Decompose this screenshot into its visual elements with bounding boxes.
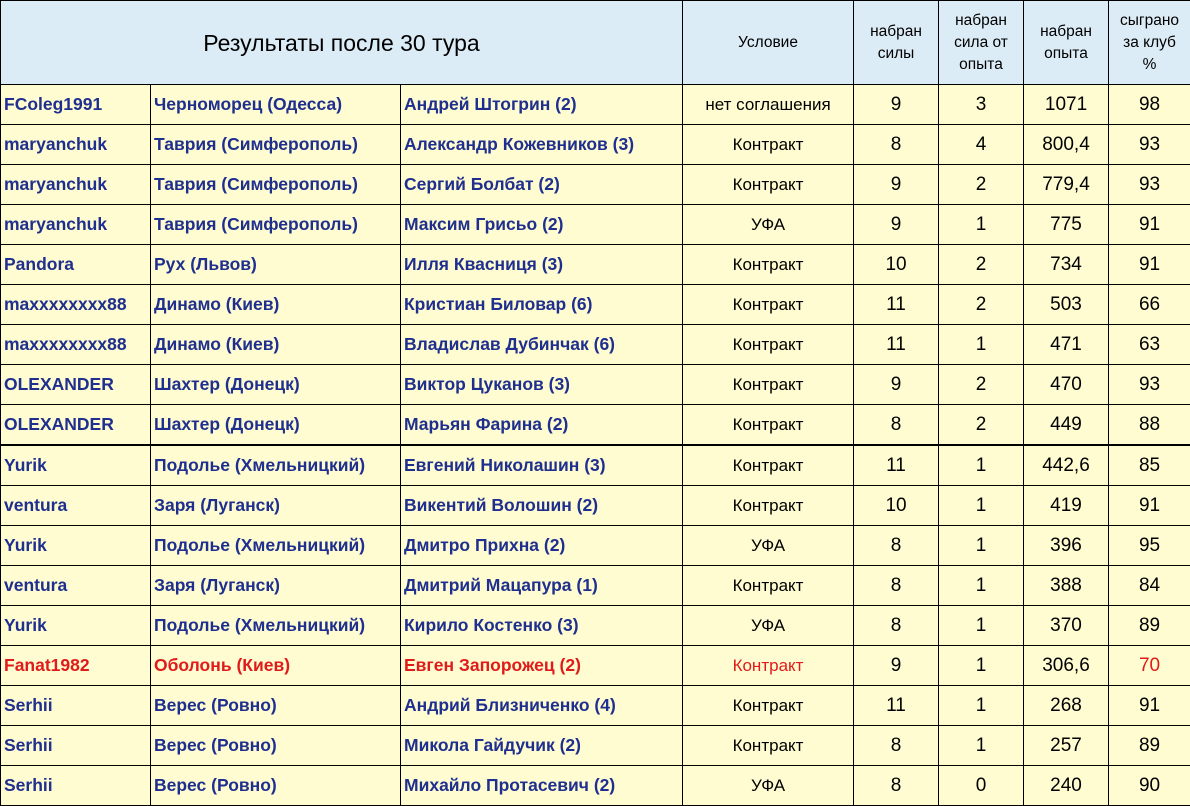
- manager-cell: Serhii: [1, 686, 151, 726]
- club-cell: Заря (Луганск): [151, 486, 401, 526]
- table-title: Результаты после 30 тура: [1, 1, 683, 85]
- played-pct-cell: 84: [1109, 566, 1190, 606]
- played-pct-cell: 63: [1109, 325, 1190, 365]
- player-cell: Владислав Дубинчак (6): [401, 325, 683, 365]
- experience-header-line: набран: [1040, 22, 1092, 40]
- player-cell: Александр Кожевников (3): [401, 125, 683, 165]
- played-pct-cell: 91: [1109, 245, 1190, 285]
- player-cell: Микола Гайдучик (2): [401, 726, 683, 766]
- player-cell: Михайло Протасевич (2): [401, 766, 683, 806]
- strength-header-line: набран: [870, 22, 922, 40]
- experience-cell: 442,6: [1024, 445, 1109, 486]
- experience-cell: 419: [1024, 486, 1109, 526]
- strength-exp-cell: 2: [939, 285, 1024, 325]
- table-row: [1, 325, 1190, 365]
- player-cell: Максим Грисьо (2): [401, 205, 683, 245]
- table-row: [1, 686, 1190, 726]
- club-cell: Заря (Луганск): [151, 566, 401, 606]
- strength-cell: 8: [854, 606, 939, 646]
- played-pct-cell: 95: [1109, 526, 1190, 566]
- experience-cell: 734: [1024, 245, 1109, 285]
- played-header-line: за клуб: [1123, 33, 1176, 51]
- strength-cell: 10: [854, 486, 939, 526]
- experience-cell: 779,4: [1024, 165, 1109, 205]
- played-pct-cell: 70: [1109, 646, 1190, 686]
- club-cell: Динамо (Киев): [151, 325, 401, 365]
- strength-exp-cell: 2: [939, 365, 1024, 405]
- strength-cell: 11: [854, 285, 939, 325]
- manager-cell: OLEXANDER: [1, 405, 151, 446]
- club-cell: Динамо (Киев): [151, 285, 401, 325]
- experience-cell: 800,4: [1024, 125, 1109, 165]
- club-cell: Верес (Ровно): [151, 686, 401, 726]
- strength-cell: 9: [854, 365, 939, 405]
- strength-cell: 8: [854, 526, 939, 566]
- condition-cell: Контракт: [683, 486, 854, 526]
- player-cell: Дмитро Прихна (2): [401, 526, 683, 566]
- club-cell: Подолье (Хмельницкий): [151, 445, 401, 486]
- strength-cell: 11: [854, 325, 939, 365]
- player-cell: Дмитрий Мацапура (1): [401, 566, 683, 606]
- strength-cell: 9: [854, 646, 939, 686]
- strength-exp-header: [939, 1, 1024, 85]
- experience-cell: 470: [1024, 365, 1109, 405]
- strength-exp-cell: 2: [939, 245, 1024, 285]
- manager-cell: ventura: [1, 486, 151, 526]
- strength-exp-header-line: сила от: [954, 33, 1008, 51]
- club-cell: Шахтер (Донецк): [151, 365, 401, 405]
- manager-cell: maryanchuk: [1, 125, 151, 165]
- manager-cell: Yurik: [1, 526, 151, 566]
- strength-cell: 9: [854, 165, 939, 205]
- condition-header: Условие: [683, 1, 854, 85]
- strength-header: [854, 1, 939, 85]
- strength-cell: 10: [854, 245, 939, 285]
- played-pct-cell: 93: [1109, 365, 1190, 405]
- table-row: [1, 205, 1190, 245]
- experience-cell: 370: [1024, 606, 1109, 646]
- manager-cell: maxxxxxxxx88: [1, 285, 151, 325]
- strength-cell: 8: [854, 726, 939, 766]
- experience-cell: 396: [1024, 526, 1109, 566]
- manager-cell: Yurik: [1, 445, 151, 486]
- condition-cell: Контракт: [683, 686, 854, 726]
- experience-header-line: опыта: [1044, 44, 1088, 62]
- manager-cell: ventura: [1, 566, 151, 606]
- club-cell: Верес (Ровно): [151, 726, 401, 766]
- experience-cell: 388: [1024, 566, 1109, 606]
- club-cell: Оболонь (Киев): [151, 646, 401, 686]
- condition-cell: Контракт: [683, 566, 854, 606]
- strength-exp-cell: 4: [939, 125, 1024, 165]
- manager-cell: Pandora: [1, 245, 151, 285]
- strength-cell: 11: [854, 445, 939, 486]
- club-cell: Верес (Ровно): [151, 766, 401, 806]
- played-pct-cell: 93: [1109, 165, 1190, 205]
- strength-exp-cell: 1: [939, 486, 1024, 526]
- club-cell: Подолье (Хмельницкий): [151, 606, 401, 646]
- player-cell: Илля Квасниця (3): [401, 245, 683, 285]
- table-row: [1, 526, 1190, 566]
- table-row: [1, 285, 1190, 325]
- manager-cell: OLEXANDER: [1, 365, 151, 405]
- player-cell: Марьян Фарина (2): [401, 405, 683, 446]
- strength-exp-cell: 1: [939, 686, 1024, 726]
- table-row: [1, 606, 1190, 646]
- experience-cell: 449: [1024, 405, 1109, 446]
- table-row: [1, 726, 1190, 766]
- experience-header: [1024, 1, 1109, 85]
- strength-exp-cell: 1: [939, 646, 1024, 686]
- condition-cell: Контракт: [683, 245, 854, 285]
- played-pct-cell: 90: [1109, 766, 1190, 806]
- table-row: [1, 85, 1190, 125]
- club-cell: Таврия (Симферополь): [151, 205, 401, 245]
- club-cell: Шахтер (Донецк): [151, 405, 401, 446]
- strength-exp-header-line: опыта: [959, 55, 1003, 73]
- condition-cell: Контракт: [683, 445, 854, 486]
- player-cell: Виктор Цуканов (3): [401, 365, 683, 405]
- played-pct-cell: 89: [1109, 606, 1190, 646]
- strength-cell: 9: [854, 205, 939, 245]
- experience-cell: 240: [1024, 766, 1109, 806]
- played-pct-cell: 91: [1109, 486, 1190, 526]
- strength-header-line: силы: [877, 44, 915, 62]
- table-row: [1, 165, 1190, 205]
- strength-cell: 9: [854, 85, 939, 125]
- played-header-line: сыграно: [1120, 11, 1179, 29]
- player-cell: Евген Запорожец (2): [401, 646, 683, 686]
- played-pct-cell: 93: [1109, 125, 1190, 165]
- strength-exp-cell: 3: [939, 85, 1024, 125]
- manager-cell: maryanchuk: [1, 165, 151, 205]
- table-row: [1, 646, 1190, 686]
- condition-cell: Контракт: [683, 405, 854, 446]
- manager-cell: Serhii: [1, 766, 151, 806]
- strength-exp-cell: 1: [939, 445, 1024, 486]
- manager-cell: maryanchuk: [1, 205, 151, 245]
- experience-cell: 257: [1024, 726, 1109, 766]
- played-pct-cell: 98: [1109, 85, 1190, 125]
- strength-exp-cell: 1: [939, 566, 1024, 606]
- strength-exp-cell: 1: [939, 526, 1024, 566]
- player-cell: Викентий Волошин (2): [401, 486, 683, 526]
- table-row: [1, 566, 1190, 606]
- strength-exp-header-line: набран: [955, 11, 1007, 29]
- strength-cell: 8: [854, 405, 939, 446]
- condition-cell: Контракт: [683, 285, 854, 325]
- condition-cell: Контракт: [683, 125, 854, 165]
- table-body: [1, 85, 1190, 806]
- player-cell: Андрей Штогрин (2): [401, 85, 683, 125]
- player-cell: Андрий Близниченко (4): [401, 686, 683, 726]
- club-cell: Рух (Львов): [151, 245, 401, 285]
- played-pct-cell: 89: [1109, 726, 1190, 766]
- experience-cell: 471: [1024, 325, 1109, 365]
- condition-cell: Контракт: [683, 365, 854, 405]
- club-cell: Черноморец (Одесса): [151, 85, 401, 125]
- club-cell: Подолье (Хмельницкий): [151, 526, 401, 566]
- played-header: [1109, 1, 1190, 85]
- condition-cell: нет соглашения: [683, 85, 854, 125]
- played-pct-cell: 88: [1109, 405, 1190, 446]
- manager-cell: Yurik: [1, 606, 151, 646]
- condition-cell: УФА: [683, 526, 854, 566]
- condition-cell: УФА: [683, 606, 854, 646]
- table-row: [1, 365, 1190, 405]
- strength-exp-cell: 1: [939, 606, 1024, 646]
- experience-cell: 1071: [1024, 85, 1109, 125]
- manager-cell: Serhii: [1, 726, 151, 766]
- strength-exp-cell: 2: [939, 405, 1024, 446]
- table-row: [1, 125, 1190, 165]
- strength-exp-cell: 1: [939, 726, 1024, 766]
- club-cell: Таврия (Симферополь): [151, 165, 401, 205]
- condition-cell: Контракт: [683, 325, 854, 365]
- strength-cell: 8: [854, 566, 939, 606]
- played-pct-cell: 91: [1109, 686, 1190, 726]
- table-row: [1, 766, 1190, 806]
- strength-cell: 8: [854, 125, 939, 165]
- strength-exp-cell: 2: [939, 165, 1024, 205]
- experience-cell: 775: [1024, 205, 1109, 245]
- condition-cell: Контракт: [683, 646, 854, 686]
- player-cell: Сергий Болбат (2): [401, 165, 683, 205]
- experience-cell: 306,6: [1024, 646, 1109, 686]
- player-cell: Кирило Костенко (3): [401, 606, 683, 646]
- condition-cell: Контракт: [683, 726, 854, 766]
- table-row: [1, 245, 1190, 285]
- manager-cell: FColeg1991: [1, 85, 151, 125]
- table-row: [1, 405, 1190, 446]
- played-pct-cell: 66: [1109, 285, 1190, 325]
- played-pct-cell: 85: [1109, 445, 1190, 486]
- manager-cell: Fanat1982: [1, 646, 151, 686]
- played-pct-cell: 91: [1109, 205, 1190, 245]
- condition-cell: Контракт: [683, 165, 854, 205]
- strength-exp-cell: 1: [939, 325, 1024, 365]
- strength-cell: 11: [854, 686, 939, 726]
- player-cell: Евгений Николашин (3): [401, 445, 683, 486]
- experience-cell: 268: [1024, 686, 1109, 726]
- table-row: [1, 445, 1190, 486]
- header-row: [1, 1, 1190, 85]
- experience-cell: 503: [1024, 285, 1109, 325]
- strength-cell: 8: [854, 766, 939, 806]
- club-cell: Таврия (Симферополь): [151, 125, 401, 165]
- strength-exp-cell: 0: [939, 766, 1024, 806]
- played-header-line: %: [1142, 55, 1157, 73]
- table-row: [1, 486, 1190, 526]
- condition-cell: УФА: [683, 766, 854, 806]
- manager-cell: maxxxxxxxx88: [1, 325, 151, 365]
- player-cell: Кристиан Биловар (6): [401, 285, 683, 325]
- condition-cell: УФА: [683, 205, 854, 245]
- strength-exp-cell: 1: [939, 205, 1024, 245]
